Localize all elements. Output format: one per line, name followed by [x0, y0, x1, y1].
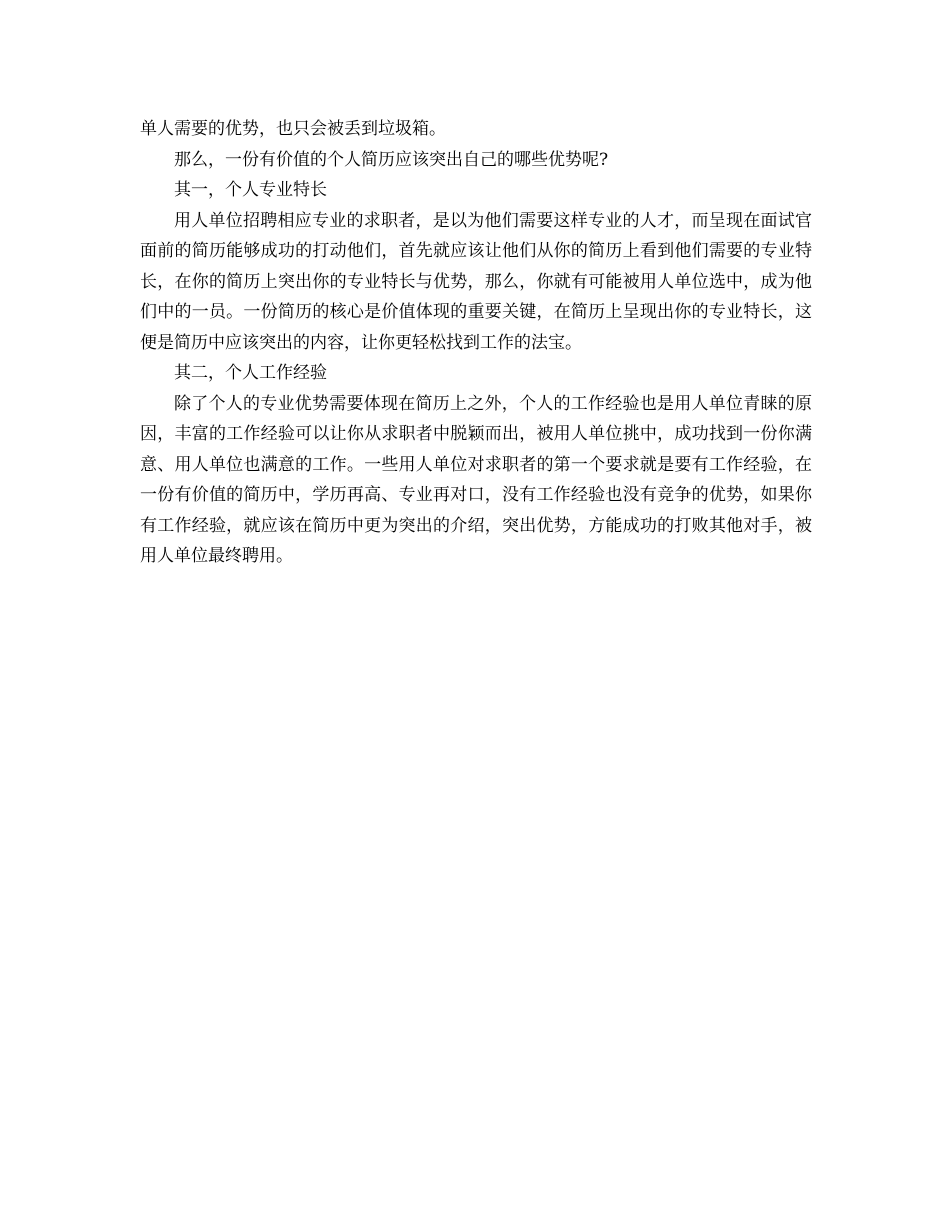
section-heading-1: 其一，个人专业特长 — [174, 180, 327, 200]
paragraph-question: 那么，一份有价值的个人简历应该突出自己的哪些优势呢? — [174, 149, 609, 170]
paragraph-work-experience: 除了个人的专业优势需要体现在简历上之外，个人的工作经验也是用人单位青睐的原因，丰富的工作经验可以让你从求职者中脱颖而出，被用人单位挑中，成功找到一份你满意、用人单位也满意的工作。一些用人单位对求职者的第一个要求就是要有工作经验，在一份有价值的简历中，学历再高、专业再对口，没有工作经验也没有竞争的优势，如果你有工作经验，就应该在简历中更为突出的介绍，突出优势，方能成功的打败其他对手，被用人单位最终聘用。 — [140, 393, 812, 566]
paragraph-professional-skills: 用人单位招聘相应专业的求职者，是以为他们需要这样专业的人才，而呈现在面试官面前的简历能够成功的打动他们，首先就应该让他们从你的简历上看到他们需要的专业特长，在你的简历上突出你的专业特长与优势，那么，你就有可能被用人单位选中，成为他们中的一员。一份简历的核心是价值体现的重要关键，在简历上呈现出你的专业特长，这便是简历中应该突出的内容，让你更轻松找到工作的法宝。 — [140, 210, 812, 353]
document-body — [140, 114, 812, 572]
section-heading-2: 其二，个人工作经验 — [174, 363, 327, 383]
paragraph-continuation: 单人需要的优势，也只会被丢到垃圾箱。 — [140, 119, 446, 139]
